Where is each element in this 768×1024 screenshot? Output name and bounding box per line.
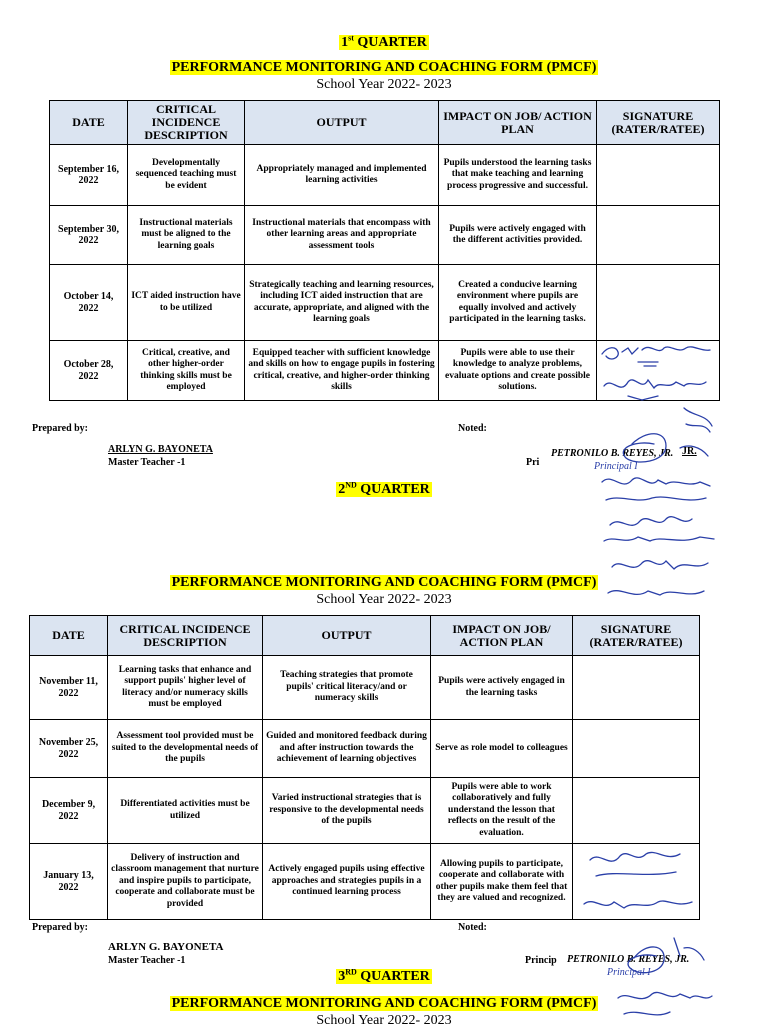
cell-output: Actively engaged pupils using effective approaches and strategies pupils in a continued learning process bbox=[263, 844, 431, 920]
cell-critical: Developmentally sequenced teaching must be evident bbox=[128, 145, 245, 206]
q1-noted-label: Noted: bbox=[458, 423, 487, 434]
header-output: OUTPUT bbox=[263, 616, 431, 656]
cell-date: January 13, 2022 bbox=[30, 844, 108, 920]
q1-form-title: PERFORMANCE MONITORING AND COACHING FORM (PMCF) bbox=[171, 60, 597, 75]
table-row bbox=[50, 265, 720, 341]
cell-critical: Learning tasks that enhance and support pupils' higher level of literacy and/or numeracy skills must be employed bbox=[108, 656, 263, 720]
cell-critical: Differentiated activities must be utilized bbox=[108, 778, 263, 844]
cell-output: Teaching strategies that promote pupils' critical literacy/and or numeracy skills bbox=[263, 656, 431, 720]
cell-date: November 11, 2022 bbox=[30, 656, 108, 720]
q2-rater-signature bbox=[576, 842, 700, 918]
cell-critical: Assessment tool provided must be suited to the developmental needs of the pupils bbox=[108, 720, 263, 778]
table-row bbox=[50, 206, 720, 265]
q1-principal-name-tail: JR. bbox=[682, 446, 697, 457]
q1-principal-name: PETRONILO B. REYES, JR. bbox=[551, 448, 674, 459]
cell-date: December 9, 2022 bbox=[30, 778, 108, 844]
header-critical: CRITICAL INCIDENCE DESCRIPTION bbox=[128, 101, 245, 145]
table-row bbox=[30, 778, 700, 844]
cell-impact: Serve as role model to colleagues bbox=[431, 720, 573, 778]
header-date: DATE bbox=[50, 101, 128, 145]
header-signature: SIGNATURE (RATER/RATEE) bbox=[573, 616, 700, 656]
q2-noted-label: Noted: bbox=[458, 922, 487, 933]
table-row bbox=[30, 720, 700, 778]
header-impact: IMPACT ON JOB/ ACTION PLAN bbox=[439, 101, 597, 145]
header-signature: SIGNATURE (RATER/RATEE) bbox=[597, 101, 720, 145]
q3-form-title: PERFORMANCE MONITORING AND COACHING FORM (PMCF) bbox=[171, 996, 597, 1011]
q2-heading: 2ND QUARTER bbox=[338, 480, 430, 497]
cell-output: Appropriately managed and implemented learning activities bbox=[245, 145, 439, 206]
cell-output: Guided and monitored feedback during and after instruction towards the achievement of learning objectives bbox=[263, 720, 431, 778]
q2-principal-title: Principal I bbox=[607, 967, 651, 978]
table-row bbox=[50, 145, 720, 206]
cell-critical: Delivery of instruction and classroom management that nurture and inspire pupils to participate, cooperate and collaborate must be provided bbox=[108, 844, 263, 920]
table-row bbox=[30, 656, 700, 720]
cell-output: Varied instructional strategies that is responsive to the developmental needs of the pupils bbox=[263, 778, 431, 844]
q2-preparer-position: Master Teacher -1 bbox=[108, 955, 186, 966]
q2-preparer-name: ARLYN G. BAYONETA bbox=[108, 941, 224, 953]
q3-school-year: School Year 2022- 2023 bbox=[316, 1013, 452, 1024]
cell-impact: Pupils were able to use their knowledge to analyze problems, evaluate options and create possible solutions. bbox=[439, 341, 597, 401]
cell-output: Instructional materials that encompass with other learning areas and appropriate assessment tools bbox=[245, 206, 439, 265]
cell-impact: Pupils were able to work collaboratively and fully understand the lesson that reflects on the result of the evaluation. bbox=[431, 778, 573, 844]
cell-impact: Pupils were actively engaged in the learning tasks bbox=[431, 656, 573, 720]
cell-output: Equipped teacher with sufficient knowledge and skills on how to engage pupils in fostering critical, creative, and higher-order thinking skills bbox=[245, 341, 439, 401]
q2-form-title: PERFORMANCE MONITORING AND COACHING FORM (PMCF) bbox=[171, 575, 597, 590]
cell-signature bbox=[597, 145, 720, 206]
cell-signature bbox=[573, 720, 700, 778]
q2-principal-signature bbox=[604, 928, 714, 1024]
cell-signature bbox=[597, 265, 720, 341]
header-critical: CRITICAL INCIDENCE DESCRIPTION bbox=[108, 616, 263, 656]
q2-signature-block bbox=[600, 505, 720, 610]
cell-date: October 28, 2022 bbox=[50, 341, 128, 401]
q1-heading: 1st QUARTER bbox=[341, 33, 427, 50]
header-impact: IMPACT ON JOB/ ACTION PLAN bbox=[431, 616, 573, 656]
cell-impact: Created a conducive learning environment where pupils are equally involved and actively participated in the learning tasks. bbox=[439, 265, 597, 341]
q2-principal-name: PETRONILO B. REYES, JR. bbox=[567, 954, 690, 965]
cell-signature bbox=[597, 206, 720, 265]
q1-preparer-name: ARLYN G. BAYONETA bbox=[108, 444, 213, 455]
header-output: OUTPUT bbox=[245, 101, 439, 145]
header-date: DATE bbox=[30, 616, 108, 656]
cell-date: September 30, 2022 bbox=[50, 206, 128, 265]
cell-critical: ICT aided instruction have to be utilized bbox=[128, 265, 245, 341]
cell-signature bbox=[573, 778, 700, 844]
cell-date: October 14, 2022 bbox=[50, 265, 128, 341]
q2-school-year: School Year 2022- 2023 bbox=[316, 592, 452, 607]
q2-principal-partial: Princip bbox=[525, 955, 557, 966]
cell-impact: Pupils were actively engaged with the different activities provided. bbox=[439, 206, 597, 265]
table-header-row bbox=[50, 101, 720, 145]
cell-date: September 16, 2022 bbox=[50, 145, 128, 206]
q1-prepared-label: Prepared by: bbox=[32, 423, 89, 434]
cell-critical: Instructional materials must be aligned to the learning goals bbox=[128, 206, 245, 265]
cell-signature bbox=[573, 656, 700, 720]
q3-heading: 3RD QUARTER bbox=[338, 967, 430, 984]
cell-impact: Allowing pupils to participate, cooperate and collaborate with other pupils make them feel that they are valued and recognized. bbox=[431, 844, 573, 920]
cell-date: November 25, 2022 bbox=[30, 720, 108, 778]
cell-output: Strategically teaching and learning resources, including ICT aided instruction that are accurate, appropriate, and aligned with the learning goals bbox=[245, 265, 439, 341]
q1-school-year: School Year 2022- 2023 bbox=[316, 77, 452, 92]
q1-principal-title: Principal I bbox=[594, 461, 638, 472]
table-header-row bbox=[30, 616, 700, 656]
q1-principal-partial: Pri bbox=[526, 457, 540, 468]
cell-critical: Critical, creative, and other higher-order thinking skills must be employed bbox=[128, 341, 245, 401]
q1-preparer-position: Master Teacher -1 bbox=[108, 457, 186, 468]
q2-prepared-label: Prepared by: bbox=[32, 922, 89, 933]
q1-principal-signature bbox=[596, 400, 716, 510]
cell-impact: Pupils understood the learning tasks that make teaching and learning process progressive and successful. bbox=[439, 145, 597, 206]
